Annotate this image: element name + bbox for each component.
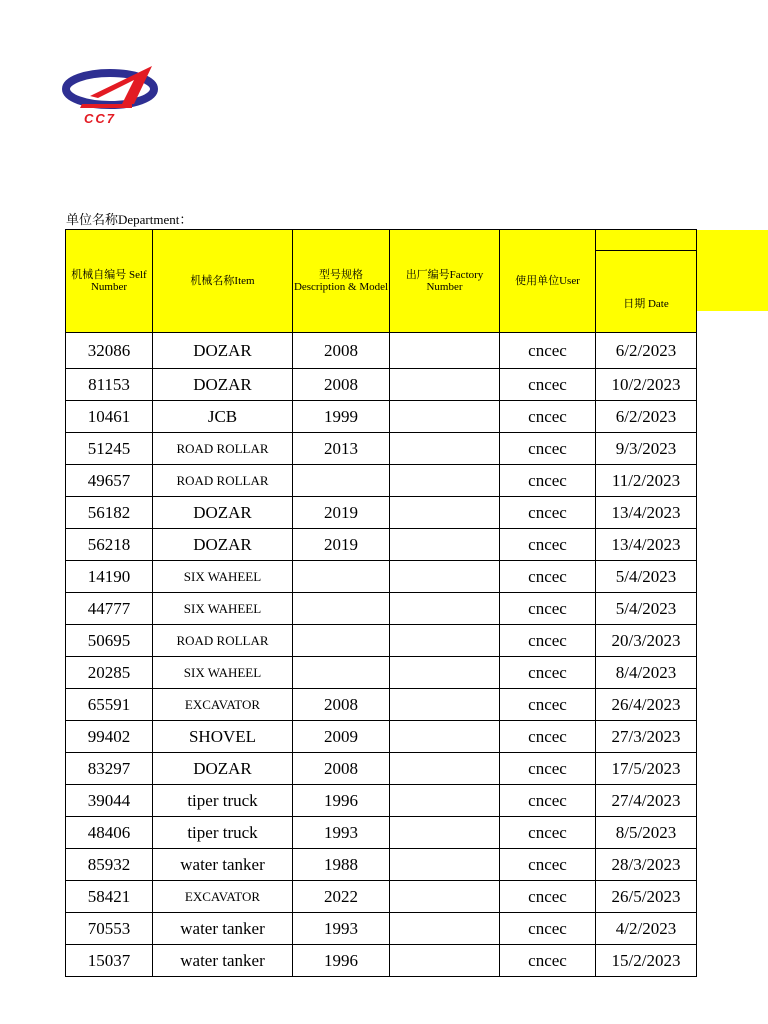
cell-user: cncec: [500, 689, 596, 721]
cell-user: cncec: [500, 529, 596, 561]
logo-underline: [80, 104, 132, 108]
cell-factory-number: [390, 849, 500, 881]
table-row: [66, 401, 697, 433]
cell-self-number: 32086: [66, 333, 153, 369]
cell-user: cncec: [500, 369, 596, 401]
cell-item: SIX WAHEEL: [153, 561, 293, 593]
header-date: 日期 Date: [596, 251, 697, 333]
cell-factory-number: [390, 401, 500, 433]
cell-user: cncec: [500, 945, 596, 977]
cell-item: DOZAR: [153, 753, 293, 785]
cell-user: cncec: [500, 849, 596, 881]
cell-self-number: 20285: [66, 657, 153, 689]
cell-factory-number: [390, 529, 500, 561]
cell-item: EXCAVATOR: [153, 689, 293, 721]
cell-item: tiper truck: [153, 817, 293, 849]
cell-date: 6/2/2023: [596, 333, 697, 369]
cell-self-number: 51245: [66, 433, 153, 465]
cell-user: cncec: [500, 433, 596, 465]
cell-date: 10/2/2023: [596, 369, 697, 401]
cell-item: water tanker: [153, 945, 293, 977]
cell-self-number: 81153: [66, 369, 153, 401]
cell-factory-number: [390, 657, 500, 689]
cell-user: cncec: [500, 785, 596, 817]
table-row: [66, 689, 697, 721]
cell-model: [293, 561, 390, 593]
cell-self-number: 99402: [66, 721, 153, 753]
table-body: [66, 333, 697, 977]
cell-date: 9/3/2023: [596, 433, 697, 465]
table-row: [66, 785, 697, 817]
table-row: [66, 433, 697, 465]
cell-date: 13/4/2023: [596, 497, 697, 529]
cell-item: SIX WAHEEL: [153, 593, 293, 625]
cell-user: cncec: [500, 881, 596, 913]
table-row: [66, 369, 697, 401]
table-row: [66, 945, 697, 977]
cell-self-number: 83297: [66, 753, 153, 785]
cell-user: cncec: [500, 913, 596, 945]
cell-factory-number: [390, 465, 500, 497]
table-row: [66, 529, 697, 561]
cell-self-number: 48406: [66, 817, 153, 849]
cell-model: 1996: [293, 945, 390, 977]
cell-item: ROAD ROLLAR: [153, 465, 293, 497]
cell-self-number: 70553: [66, 913, 153, 945]
cell-item: DOZAR: [153, 497, 293, 529]
header-extension: [696, 230, 768, 311]
cell-model: [293, 593, 390, 625]
cell-factory-number: [390, 333, 500, 369]
cell-item: JCB: [153, 401, 293, 433]
cell-self-number: 50695: [66, 625, 153, 657]
cell-user: cncec: [500, 753, 596, 785]
cell-date: 26/5/2023: [596, 881, 697, 913]
cell-factory-number: [390, 945, 500, 977]
cell-factory-number: [390, 625, 500, 657]
cell-item: EXCAVATOR: [153, 881, 293, 913]
cell-user: cncec: [500, 465, 596, 497]
cell-self-number: 10461: [66, 401, 153, 433]
header-item: 机械名称Item: [153, 230, 293, 333]
cell-user: cncec: [500, 401, 596, 433]
cell-self-number: 56218: [66, 529, 153, 561]
cell-item: SIX WAHEEL: [153, 657, 293, 689]
header-factory-number: 出厂编号Factory Number: [390, 230, 500, 333]
cell-factory-number: [390, 817, 500, 849]
table-row: [66, 497, 697, 529]
equipment-table: [65, 229, 697, 977]
cell-model: [293, 657, 390, 689]
table-row: [66, 753, 697, 785]
cell-user: cncec: [500, 625, 596, 657]
cell-date: 5/4/2023: [596, 561, 697, 593]
cell-factory-number: [390, 721, 500, 753]
cell-user: cncec: [500, 333, 596, 369]
cell-item: water tanker: [153, 913, 293, 945]
cell-factory-number: [390, 913, 500, 945]
cell-self-number: 39044: [66, 785, 153, 817]
cell-model: 2008: [293, 689, 390, 721]
cell-model: 1988: [293, 849, 390, 881]
cell-date: 20/3/2023: [596, 625, 697, 657]
cell-model: [293, 625, 390, 657]
cell-item: water tanker: [153, 849, 293, 881]
cell-model: 1999: [293, 401, 390, 433]
cell-model: 2013: [293, 433, 390, 465]
cell-self-number: 15037: [66, 945, 153, 977]
cell-date: 15/2/2023: [596, 945, 697, 977]
cell-item: DOZAR: [153, 529, 293, 561]
cell-factory-number: [390, 433, 500, 465]
cell-factory-number: [390, 689, 500, 721]
cell-factory-number: [390, 593, 500, 625]
table-row: [66, 721, 697, 753]
cell-model: 1996: [293, 785, 390, 817]
table-row: [66, 593, 697, 625]
cell-model: 2019: [293, 497, 390, 529]
cell-date: 6/2/2023: [596, 401, 697, 433]
cell-user: cncec: [500, 817, 596, 849]
table-row: [66, 657, 697, 689]
table-row: [66, 881, 697, 913]
cell-date: 4/2/2023: [596, 913, 697, 945]
cell-factory-number: [390, 881, 500, 913]
header-user: 使用单位User: [500, 230, 596, 333]
cell-user: cncec: [500, 561, 596, 593]
cell-item: DOZAR: [153, 333, 293, 369]
cell-user: cncec: [500, 657, 596, 689]
company-logo: [62, 62, 168, 128]
cell-item: tiper truck: [153, 785, 293, 817]
cell-user: cncec: [500, 721, 596, 753]
cell-date: 17/5/2023: [596, 753, 697, 785]
cell-model: [293, 465, 390, 497]
cell-user: cncec: [500, 593, 596, 625]
cell-self-number: 14190: [66, 561, 153, 593]
department-label: 单位名称Department：: [66, 212, 193, 227]
cell-item: SHOVEL: [153, 721, 293, 753]
cell-date: 28/3/2023: [596, 849, 697, 881]
cell-factory-number: [390, 561, 500, 593]
cell-item: ROAD ROLLAR: [153, 433, 293, 465]
cell-factory-number: [390, 753, 500, 785]
cell-date: 5/4/2023: [596, 593, 697, 625]
table-row: [66, 913, 697, 945]
cell-model: 1993: [293, 817, 390, 849]
cell-date: 11/2/2023: [596, 465, 697, 497]
cell-model: 1993: [293, 913, 390, 945]
cell-factory-number: [390, 369, 500, 401]
cell-model: 2008: [293, 333, 390, 369]
cell-model: 2009: [293, 721, 390, 753]
table-row: [66, 625, 697, 657]
logo-text: CC7: [84, 111, 117, 126]
cell-date: 26/4/2023: [596, 689, 697, 721]
cell-item: ROAD ROLLAR: [153, 625, 293, 657]
cell-model: 2008: [293, 369, 390, 401]
cell-user: cncec: [500, 497, 596, 529]
cell-self-number: 85932: [66, 849, 153, 881]
cell-model: 2022: [293, 881, 390, 913]
table-row: [66, 465, 697, 497]
cell-date: 27/4/2023: [596, 785, 697, 817]
cell-factory-number: [390, 497, 500, 529]
header-date-top: [596, 230, 697, 251]
table-row: [66, 849, 697, 881]
cell-date: 8/5/2023: [596, 817, 697, 849]
cell-date: 27/3/2023: [596, 721, 697, 753]
cell-factory-number: [390, 785, 500, 817]
table-row: [66, 561, 697, 593]
cell-self-number: 65591: [66, 689, 153, 721]
table-row: [66, 333, 697, 369]
cell-item: DOZAR: [153, 369, 293, 401]
header-description: 型号规格 Description & Model: [293, 230, 390, 333]
cell-model: 2019: [293, 529, 390, 561]
header-self-number: 机械自编号 Self Number: [66, 230, 153, 333]
cell-self-number: 44777: [66, 593, 153, 625]
cell-date: 8/4/2023: [596, 657, 697, 689]
cell-self-number: 58421: [66, 881, 153, 913]
cell-self-number: 56182: [66, 497, 153, 529]
cell-model: 2008: [293, 753, 390, 785]
cell-date: 13/4/2023: [596, 529, 697, 561]
cell-self-number: 49657: [66, 465, 153, 497]
table-row: [66, 817, 697, 849]
